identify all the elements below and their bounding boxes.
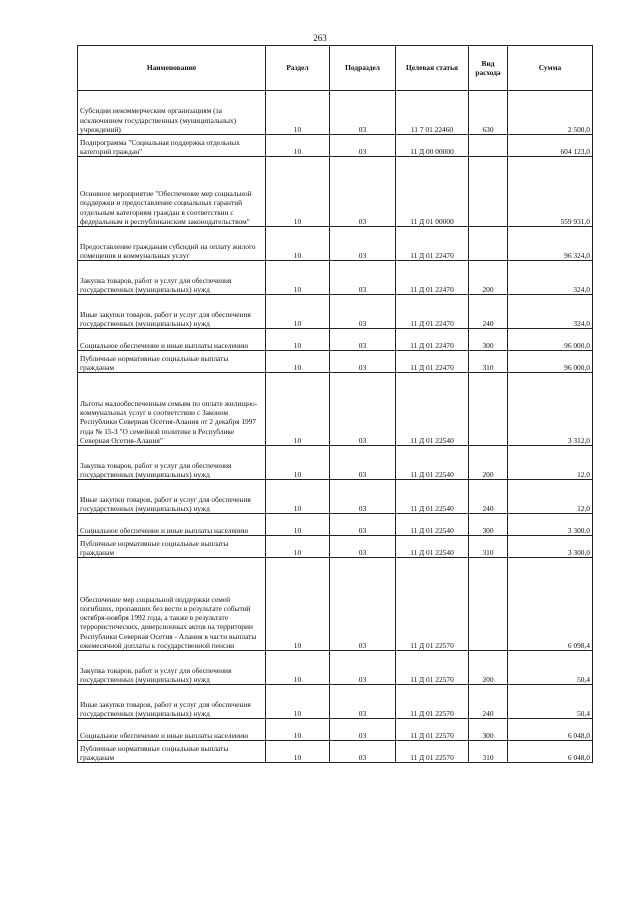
row-expense-type-cell: 310: [469, 536, 508, 558]
row-amount-cell: 12,0: [508, 446, 593, 480]
row-target-cell: 11 Д 01 22470: [396, 295, 469, 329]
row-amount-cell: 324,0: [508, 295, 593, 329]
row-subsection-cell: 03: [330, 295, 396, 329]
row-subsection-cell: 03: [330, 651, 396, 685]
row-name-cell: Социальное обеспечение и иные выплаты населению: [78, 719, 266, 741]
row-amount-cell: 604 123,0: [508, 135, 593, 157]
row-expense-type-cell: 310: [469, 741, 508, 763]
row-section-cell: 10: [266, 480, 330, 514]
header-target: Целевая статья: [396, 46, 469, 91]
row-section-cell: 10: [266, 558, 330, 651]
row-subsection-cell: 03: [330, 536, 396, 558]
row-subsection-cell: 03: [330, 227, 396, 261]
row-amount-cell: 3 300,0: [508, 514, 593, 536]
row-section-cell: 10: [266, 157, 330, 227]
row-name-cell: Основное мероприятие "Обеспечение мер социальной поддержки и предоставление социальных гарантий отдельным категориям граждан в соответствии с федеральным и республиканским законодательством": [78, 157, 266, 227]
row-expense-type-cell: [469, 157, 508, 227]
header-expense-type: Вид расхода: [469, 46, 508, 91]
row-expense-type-cell: 200: [469, 446, 508, 480]
row-subsection-cell: 03: [330, 351, 396, 373]
header-name: Наименование: [78, 46, 266, 91]
row-subsection-cell: 03: [330, 719, 396, 741]
row-subsection-cell: 03: [330, 446, 396, 480]
row-name-cell: Субсидии некоммерческим организациям (за исключением государственных (муниципальных) учреждений): [78, 91, 266, 135]
row-subsection-cell: 03: [330, 373, 396, 446]
row-section-cell: 10: [266, 651, 330, 685]
row-target-cell: 11 Д 01 22570: [396, 719, 469, 741]
row-name-cell: Обеспечение мер социальной поддержки семей погибших, пропавших без вести в результате событий октября-ноября 1992 года, а также в результате террористических, диверсионных актов на территории Республики Северная Осетия - Алания в части выплаты ежемесячной доплаты к государственной пенсии: [78, 558, 266, 651]
row-expense-type-cell: 310: [469, 351, 508, 373]
row-target-cell: 11 Д 01 22540: [396, 536, 469, 558]
row-name-cell: Предоставление гражданам субсидий на оплату жилого помещения и коммунальных услуг: [78, 227, 266, 261]
row-expense-type-cell: [469, 135, 508, 157]
header-amount: Сумма: [508, 46, 593, 91]
row-name-cell: Социальное обеспечение и иные выплаты населению: [78, 329, 266, 351]
row-target-cell: 11 Д 01 22540: [396, 514, 469, 536]
row-name-cell: Закупка товаров, работ и услуг для обеспечения государственных (муниципальных) нужд: [78, 261, 266, 295]
row-target-cell: 11 Д 00 00000: [396, 135, 469, 157]
row-name-cell: Иные закупки товаров, работ и услуг для обеспечения государственных (муниципальных) нужд: [78, 295, 266, 329]
row-target-cell: 11 Д 01 22540: [396, 480, 469, 514]
row-section-cell: 10: [266, 514, 330, 536]
row-expense-type-cell: 240: [469, 685, 508, 719]
table-row: [78, 373, 593, 446]
row-target-cell: 11 Д 01 22570: [396, 651, 469, 685]
row-subsection-cell: 03: [330, 261, 396, 295]
row-amount-cell: 50,4: [508, 685, 593, 719]
row-amount-cell: 3 300,0: [508, 536, 593, 558]
budget-table: [77, 45, 593, 763]
table-body: [78, 91, 593, 763]
table-row: [78, 685, 593, 719]
table-row: [78, 227, 593, 261]
row-section-cell: 10: [266, 373, 330, 446]
row-amount-cell: 6 098,4: [508, 558, 593, 651]
table-row: [78, 719, 593, 741]
row-subsection-cell: 03: [330, 558, 396, 651]
table-row: [78, 91, 593, 135]
row-name-cell: Публичные нормативные социальные выплаты гражданам: [78, 351, 266, 373]
row-section-cell: 10: [266, 227, 330, 261]
row-subsection-cell: 03: [330, 480, 396, 514]
row-amount-cell: 6 048,0: [508, 741, 593, 763]
row-subsection-cell: 03: [330, 329, 396, 351]
row-section-cell: 10: [266, 685, 330, 719]
row-target-cell: 11 Д 01 22570: [396, 685, 469, 719]
row-target-cell: 11 Д 01 22570: [396, 741, 469, 763]
row-section-cell: 10: [266, 329, 330, 351]
row-section-cell: 10: [266, 135, 330, 157]
table-row: [78, 135, 593, 157]
row-name-cell: Льготы малообеспеченным семьям по оплате жилищно-коммунальных услуг в соответствии с Законом Республики Северная Осетия-Алания от 2 декабря 1997 года № 15-З "О семейной политике в Республике Северная Осетия-Алания": [78, 373, 266, 446]
table-row: [78, 295, 593, 329]
row-name-cell: Публичные нормативные социальные выплаты гражданам: [78, 741, 266, 763]
row-name-cell: Социальное обеспечение и иные выплаты населению: [78, 514, 266, 536]
row-amount-cell: 559 931,0: [508, 157, 593, 227]
row-name-cell: Закупка товаров, работ и услуг для обеспечения государственных (муниципальных) нужд: [78, 446, 266, 480]
row-target-cell: 11 Д 01 00000: [396, 157, 469, 227]
table-row: [78, 446, 593, 480]
row-subsection-cell: 03: [330, 741, 396, 763]
row-target-cell: 11 Д 01 22470: [396, 261, 469, 295]
row-subsection-cell: 03: [330, 685, 396, 719]
table-row: [78, 558, 593, 651]
row-section-cell: 10: [266, 536, 330, 558]
table-row: [78, 514, 593, 536]
row-amount-cell: 324,0: [508, 261, 593, 295]
row-name-cell: Подпрограмма "Социальная поддержка отдельных категорий граждан": [78, 135, 266, 157]
row-amount-cell: 3 312,0: [508, 373, 593, 446]
row-amount-cell: 12,0: [508, 480, 593, 514]
row-section-cell: 10: [266, 741, 330, 763]
row-section-cell: 10: [266, 351, 330, 373]
table-row: [78, 261, 593, 295]
row-amount-cell: 2 500,0: [508, 91, 593, 135]
page-number: 263: [313, 33, 327, 43]
row-name-cell: Публичные нормативные социальные выплаты гражданам: [78, 536, 266, 558]
row-amount-cell: 96 000,0: [508, 351, 593, 373]
table-row: [78, 157, 593, 227]
row-subsection-cell: 03: [330, 135, 396, 157]
row-expense-type-cell: 200: [469, 651, 508, 685]
table-row: [78, 741, 593, 763]
row-expense-type-cell: [469, 373, 508, 446]
row-target-cell: 11 Д 01 22570: [396, 558, 469, 651]
table-row: [78, 351, 593, 373]
row-name-cell: Иные закупки товаров, работ и услуг для обеспечения государственных (муниципальных) нужд: [78, 480, 266, 514]
table-header: [78, 46, 593, 91]
row-target-cell: 11 Д 01 22540: [396, 446, 469, 480]
row-amount-cell: 50,4: [508, 651, 593, 685]
row-expense-type-cell: [469, 558, 508, 651]
row-section-cell: 10: [266, 446, 330, 480]
table-row: [78, 329, 593, 351]
row-name-cell: Закупка товаров, работ и услуг для обеспечения государственных (муниципальных) нужд: [78, 651, 266, 685]
row-expense-type-cell: 630: [469, 91, 508, 135]
row-subsection-cell: 03: [330, 514, 396, 536]
header-section: Раздел: [266, 46, 330, 91]
row-target-cell: 11 7 01 22460: [396, 91, 469, 135]
row-target-cell: 11 Д 01 22470: [396, 329, 469, 351]
row-section-cell: 10: [266, 295, 330, 329]
row-expense-type-cell: 200: [469, 261, 508, 295]
row-amount-cell: 96 000,0: [508, 329, 593, 351]
row-subsection-cell: 03: [330, 157, 396, 227]
row-expense-type-cell: 240: [469, 480, 508, 514]
row-expense-type-cell: [469, 227, 508, 261]
row-section-cell: 10: [266, 91, 330, 135]
row-expense-type-cell: 240: [469, 295, 508, 329]
row-amount-cell: 96 324,0: [508, 227, 593, 261]
row-name-cell: Иные закупки товаров, работ и услуг для обеспечения государственных (муниципальных) нужд: [78, 685, 266, 719]
row-expense-type-cell: 300: [469, 514, 508, 536]
row-section-cell: 10: [266, 261, 330, 295]
row-target-cell: 11 Д 01 22470: [396, 351, 469, 373]
row-target-cell: 11 Д 01 22540: [396, 373, 469, 446]
row-subsection-cell: 03: [330, 91, 396, 135]
table-row: [78, 536, 593, 558]
row-expense-type-cell: 300: [469, 719, 508, 741]
header-subsection: Подраздел: [330, 46, 396, 91]
row-expense-type-cell: 300: [469, 329, 508, 351]
row-section-cell: 10: [266, 719, 330, 741]
row-target-cell: 11 Д 01 22470: [396, 227, 469, 261]
table-row: [78, 651, 593, 685]
table-row: [78, 480, 593, 514]
row-amount-cell: 6 048,0: [508, 719, 593, 741]
header-row: [78, 46, 593, 91]
